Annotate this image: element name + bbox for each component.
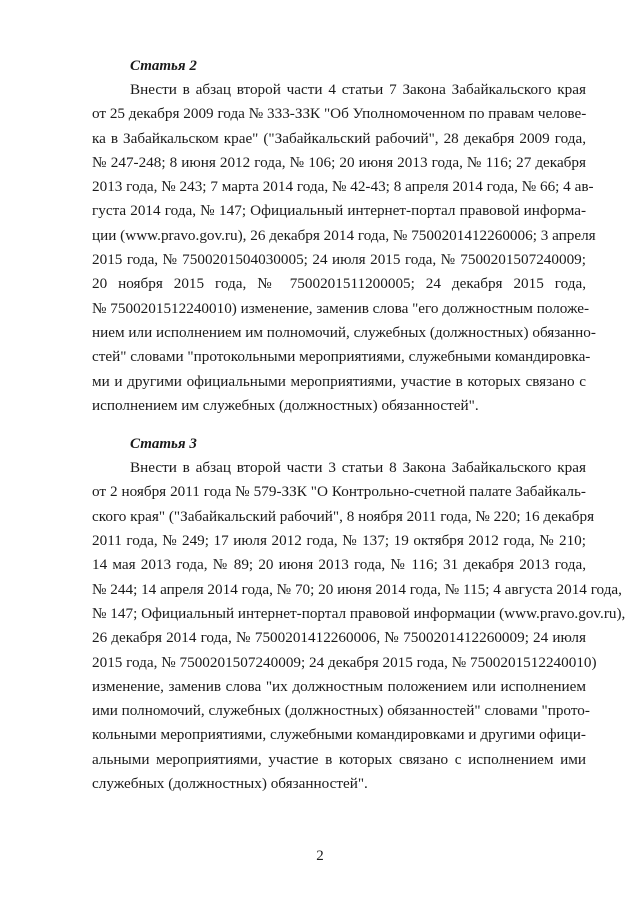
text-line: альными мероприятиями, участие в которых связано с исполнением ими	[92, 750, 586, 768]
text-line: нием или исполнением им полномочий, служебных (должностных) обязанно-	[92, 323, 596, 341]
text-line: от 2 ноября 2011 года № 579-ЗЗК "О Контрольно-счетной палате Забайкаль-	[92, 483, 586, 501]
text-line: служебных (должностных) обязанностей".	[92, 775, 368, 793]
text-line: № 147; Официальный интернет-портал правовой информации (www.pravo.gov.ru),	[92, 604, 626, 622]
text-line: ими полномочий, служебных (должностных) обязанностей" словами "прото-	[92, 702, 590, 720]
article-3-text	[92, 456, 626, 796]
article-3-heading: Статья 3	[130, 436, 197, 453]
text-line: исполнением им служебных (должностных) обязанностей".	[92, 396, 479, 414]
text-line: 26 декабря 2014 года, № 7500201412260006, № 7500201412260009; 24 июля	[92, 629, 586, 647]
text-line: от 25 декабря 2009 года № 333-ЗЗК "Об Уполномоченном по правам челове-	[92, 105, 587, 123]
text-line: № 7500201512240010) изменение, заменив слова "его должностным положе-	[92, 299, 590, 317]
text-line: 2015 года, № 7500201507240009; 24 декабря 2015 года, № 7500201512240010)	[92, 653, 597, 671]
text-line: Внести в абзац второй части 3 статьи 8 Закона Забайкальского края	[130, 459, 586, 477]
text-line: 2015 года, № 7500201504030005; 24 июля 2015 года, № 7500201507240009;	[92, 251, 586, 269]
text-line: изменение, заменив слова "их должностным положением или исполнением	[92, 677, 586, 695]
text-line: ми и другими официальными мероприятиями, участие в которых связано с	[92, 372, 586, 390]
text-line: 14 мая 2013 года, № 89; 20 июня 2013 года, № 116; 31 декабря 2013 года,	[92, 556, 586, 574]
document-page	[92, 54, 626, 796]
text-line: 2011 года, № 249; 17 июля 2012 года, № 137; 19 октября 2012 года, № 210;	[92, 532, 586, 550]
text-line: 20 ноября 2015 года, № 7500201511200005; 24 декабря 2015 года,	[92, 275, 586, 293]
page-number: 2	[316, 848, 324, 864]
text-line: Внести в абзац второй части 4 статьи 7 Закона Забайкальского края	[130, 81, 586, 98]
text-line: № 247-248; 8 июня 2012 года, № 106; 20 июня 2013 года, № 116; 27 декабря	[92, 153, 586, 171]
article-2-heading: Статья 2	[130, 58, 197, 74]
text-line: стей" словами "протокольными мероприятиями, служебными командировка-	[92, 348, 591, 366]
text-line: кольными мероприятиями, служебными командировками и другими офици-	[92, 726, 586, 744]
text-line: 2013 года, № 243; 7 марта 2014 года, № 42-43; 8 апреля 2014 года, № 66; 4 ав-	[92, 178, 594, 196]
article-2-text	[92, 78, 596, 418]
text-line: № 244; 14 апреля 2014 года, № 70; 20 июня 2014 года, № 115; 4 августа 2014 года,	[92, 580, 622, 598]
text-line: ка в Забайкальском крае" ("Забайкальский рабочий", 28 декабря 2009 года,	[92, 129, 586, 147]
text-line: ции (www.pravo.gov.ru), 26 декабря 2014 года, № 7500201412260006; 3 апреля	[92, 226, 596, 244]
text-line: густа 2014 года, № 147; Официальный интернет-портал правовой информа-	[92, 202, 586, 220]
text-line: ского края" ("Забайкальский рабочий", 8 ноября 2011 года, № 220; 16 декабря	[92, 507, 595, 525]
